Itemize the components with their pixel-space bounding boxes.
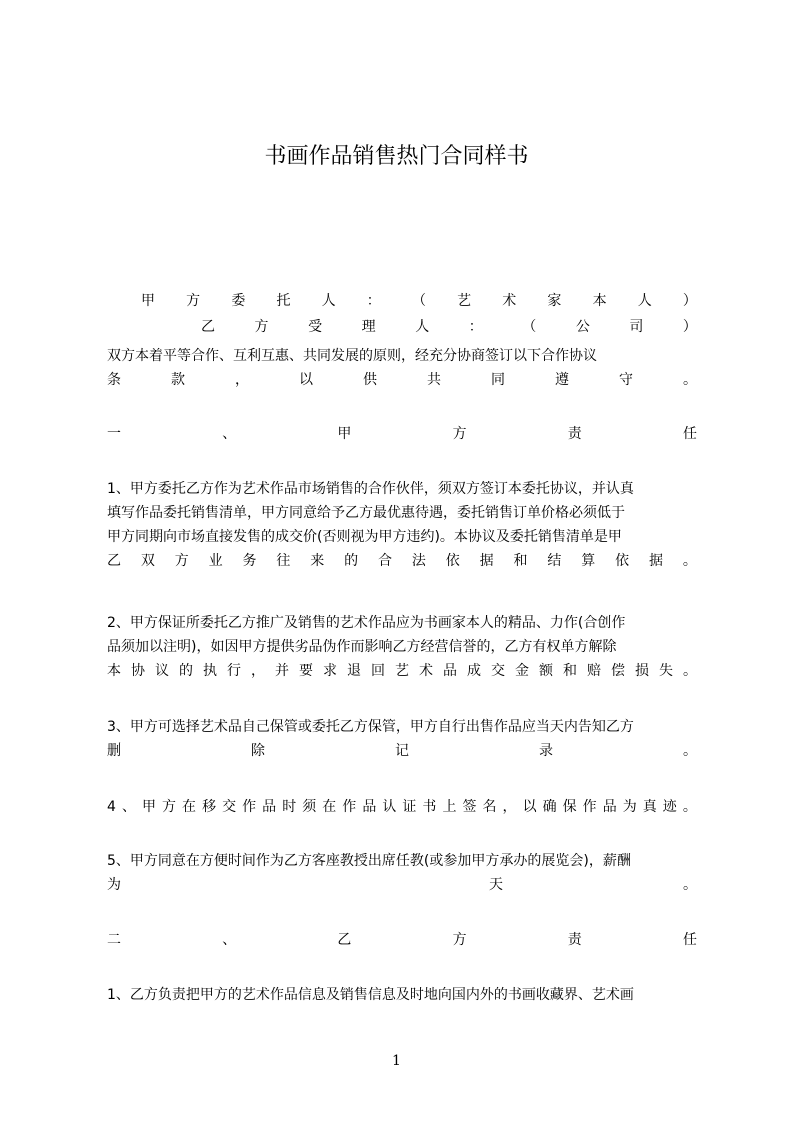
- page-number: 1: [392, 1053, 401, 1069]
- clause-line-last: [107, 659, 697, 683]
- glyph: 品: [602, 799, 617, 815]
- glyph: 求: [323, 663, 337, 679]
- glyph: 上: [442, 799, 457, 815]
- glyph: 乙: [201, 319, 215, 335]
- glyph: 。: [683, 743, 697, 759]
- intro-line-2: [107, 368, 697, 392]
- party-b-line: [107, 315, 697, 339]
- clause-line-last: [107, 873, 697, 897]
- clause-line: 2、甲方保证所委托乙方推广及销售的艺术作品应为书画家本人的精品、力作(合创作: [107, 615, 626, 631]
- glyph: 作: [242, 799, 257, 815]
- glyph: 人: [321, 293, 336, 309]
- clause-line: 甲方同期向市场直接发售的成交价(否则视为甲方违约)。本协议及委托销售清单是甲: [107, 529, 622, 545]
- glyph: 合: [378, 553, 392, 569]
- glyph: 真: [642, 799, 657, 815]
- glyph: 时: [282, 799, 297, 815]
- intro-paragraph: [107, 344, 697, 392]
- glyph: 任: [682, 426, 697, 442]
- glyph: 甲: [141, 799, 156, 815]
- glyph: 。: [682, 553, 697, 569]
- glyph: 本: [592, 293, 607, 309]
- glyph: 保: [562, 799, 577, 815]
- glyph: 为: [622, 799, 637, 815]
- glyph: 。: [682, 799, 697, 815]
- glyph: 以: [299, 372, 313, 388]
- glyph: 品: [443, 663, 457, 679]
- glyph: ）: [682, 293, 697, 309]
- glyph: 协: [131, 663, 145, 679]
- glyph: 品: [362, 799, 377, 815]
- glyph: 迹: [662, 799, 677, 815]
- glyph: 在: [322, 799, 337, 815]
- glyph: 行: [227, 663, 241, 679]
- glyph: 证: [402, 799, 417, 815]
- glyph: 责: [567, 426, 582, 442]
- glyph: 方: [452, 426, 467, 442]
- glyph: 艺: [395, 663, 409, 679]
- glyph: 术: [502, 293, 517, 309]
- glyph: 托: [276, 293, 291, 309]
- glyph: 甲: [141, 293, 155, 309]
- glyph: 录: [539, 743, 553, 759]
- glyph: 业: [208, 553, 223, 569]
- glyph: 往: [276, 553, 291, 569]
- glyph: 条: [107, 372, 121, 388]
- glyph: 结: [547, 553, 562, 569]
- glyph: 法: [411, 553, 426, 569]
- glyph: 品: [262, 799, 277, 815]
- section-two-heading: [107, 928, 697, 952]
- glyph: 的: [179, 663, 193, 679]
- stipend-wei: 为: [107, 877, 121, 893]
- stipend-tian: 天: [489, 877, 503, 893]
- party-a-line: [107, 289, 697, 313]
- glyph: 和: [513, 553, 528, 569]
- glyph: 任: [682, 932, 697, 948]
- glyph: 依: [445, 553, 460, 569]
- clause-1-3: [107, 715, 697, 763]
- clause-line: 5、甲方同意在方便时间作为乙方客座教授出席任教(或参加甲方承办的展览会)，薪酬: [107, 853, 631, 869]
- glyph: 赔: [587, 663, 601, 679]
- glyph: 失: [659, 663, 673, 679]
- clause-line: 3、甲方可选择艺术品自己保管或委托乙方保管，甲方自行出售作品应当天内告知乙方: [107, 719, 634, 735]
- clause-line-last: [107, 795, 697, 819]
- section-one-heading-text: [107, 422, 697, 446]
- glyph: 方: [174, 553, 189, 569]
- glyph: 款: [171, 372, 185, 388]
- glyph: 方: [254, 319, 269, 335]
- glyph: 以: [522, 799, 537, 815]
- glyph: 司: [629, 319, 644, 335]
- glyph: 除: [251, 743, 265, 759]
- glyph: 乙: [107, 553, 121, 569]
- glyph: 和: [563, 663, 577, 679]
- glyph: ：: [468, 319, 483, 335]
- glyph: 艺: [457, 293, 472, 309]
- clause-1-4: [107, 795, 697, 819]
- glyph: 作: [342, 799, 357, 815]
- glyph: 、: [222, 426, 237, 442]
- glyph: 来: [310, 553, 325, 569]
- glyph: 并: [275, 663, 289, 679]
- glyph: 金: [515, 663, 529, 679]
- intro-line-1: 双方本着平等合作、互利互惠、共同发展的原则，经充分协商签订以下合作协议: [107, 348, 597, 364]
- glyph: 确: [542, 799, 557, 815]
- glyph: 。: [683, 372, 697, 388]
- glyph: 守: [619, 372, 633, 388]
- glyph: 退: [347, 663, 361, 679]
- glyph: 供: [363, 372, 377, 388]
- glyph: 签: [462, 799, 477, 815]
- glyph: 议: [155, 663, 169, 679]
- section-two-heading-text: [107, 928, 697, 952]
- glyph: 要: [299, 663, 313, 679]
- glyph: 方: [452, 932, 467, 948]
- clause-line-last: [107, 549, 697, 573]
- glyph: 委: [231, 293, 246, 309]
- glyph: 二: [107, 932, 121, 948]
- clause-1-5: [107, 849, 697, 897]
- clause-line-last: [107, 739, 697, 763]
- glyph: 遵: [555, 372, 569, 388]
- glyph: 算: [581, 553, 596, 569]
- stipend-period: 。: [683, 877, 697, 893]
- glyph: 、: [222, 932, 237, 948]
- glyph: ）: [682, 319, 697, 335]
- glyph: 认: [382, 799, 397, 815]
- glyph: ，: [235, 372, 249, 388]
- glyph: （: [411, 293, 426, 309]
- glyph: 额: [539, 663, 553, 679]
- glyph: 术: [419, 663, 433, 679]
- glyph: 方: [186, 293, 201, 309]
- glyph: 责: [567, 932, 582, 948]
- party-a-text: [107, 289, 697, 313]
- glyph: 损: [635, 663, 649, 679]
- glyph: 须: [302, 799, 317, 815]
- glyph: 4: [107, 799, 116, 815]
- glyph: 同: [491, 372, 505, 388]
- glyph: 双: [140, 553, 155, 569]
- glyph: 成: [467, 663, 481, 679]
- glyph: 交: [491, 663, 505, 679]
- glyph: 在: [182, 799, 197, 815]
- glyph: 回: [371, 663, 385, 679]
- clause-1-1: [107, 477, 697, 573]
- glyph: 依: [615, 553, 630, 569]
- clause-line: 填写作品委托销售清单，甲方同意给予乙方最优惠待遇，委托销售订单价格必须低于: [107, 505, 625, 521]
- glyph: 删: [107, 743, 121, 759]
- glyph: 据: [649, 553, 663, 569]
- glyph: 移: [202, 799, 217, 815]
- glyph: ，: [251, 663, 265, 679]
- glyph: 人: [637, 293, 652, 309]
- clause-1-2: [107, 611, 697, 683]
- glyph: 。: [683, 663, 697, 679]
- glyph: 据: [479, 553, 494, 569]
- glyph: 、: [121, 799, 136, 815]
- glyph: 偿: [611, 663, 625, 679]
- clause-line: 品须加以注明)，如因甲方提供劣品伪作而影响乙方经营信誉的，乙方有权单方解除: [107, 639, 617, 655]
- glyph: 家: [547, 293, 562, 309]
- glyph: ：: [366, 293, 381, 309]
- glyph: 执: [203, 663, 217, 679]
- glyph: 的: [344, 553, 359, 569]
- glyph: 务: [242, 553, 257, 569]
- glyph: 作: [582, 799, 597, 815]
- glyph: 方: [162, 799, 177, 815]
- glyph: 理: [361, 319, 376, 335]
- glyph: （: [522, 319, 537, 335]
- glyph: 受: [308, 319, 323, 335]
- glyph: 乙: [337, 932, 352, 948]
- glyph: 本: [107, 663, 121, 679]
- glyph: 共: [427, 372, 441, 388]
- glyph: 交: [222, 799, 237, 815]
- glyph: 记: [395, 743, 409, 759]
- glyph: 一: [107, 426, 121, 442]
- glyph: 甲: [337, 426, 352, 442]
- glyph: ，: [502, 799, 517, 815]
- glyph: 书: [422, 799, 437, 815]
- glyph: 人: [415, 319, 430, 335]
- document-title: 书画作品销售热门合同样书: [264, 144, 529, 169]
- clause-line: 1、甲方委托乙方作为艺术作品市场销售的合作伙伴，须双方签订本委托协议，并认真: [107, 481, 634, 497]
- glyph: 公: [575, 319, 590, 335]
- party-b-text: [107, 315, 697, 339]
- clause-2-1: [107, 983, 697, 1007]
- section-one-heading: [107, 422, 697, 446]
- clause-line: 1、乙方负责把甲方的艺术作品信息及销售信息及时地向国内外的书画收藏界、艺术画: [107, 987, 634, 1003]
- glyph: 名: [482, 799, 497, 815]
